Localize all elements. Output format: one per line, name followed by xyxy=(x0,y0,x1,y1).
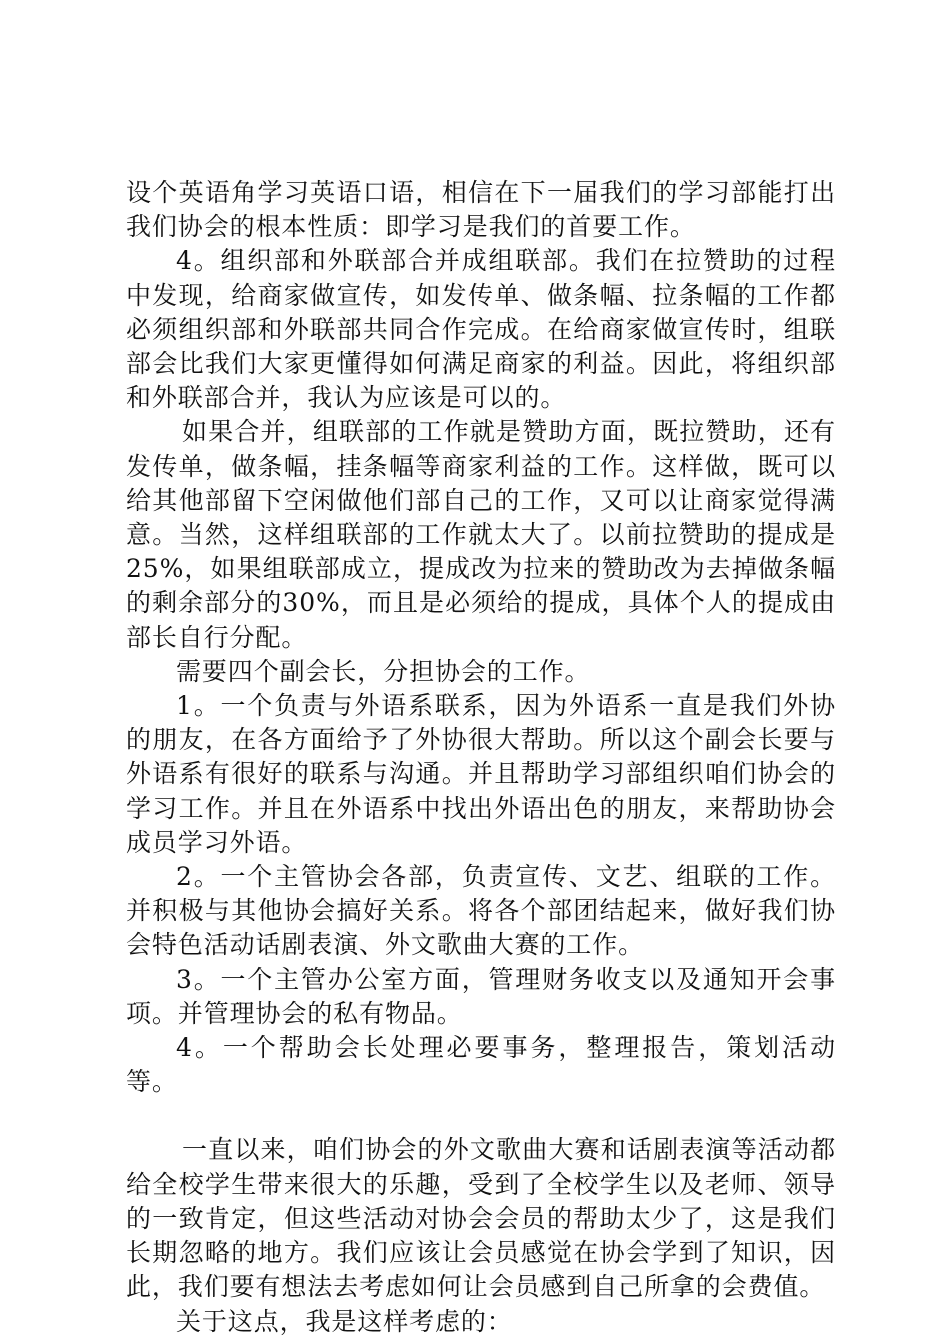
paragraph-merge-departments: 4。组织部和外联部合并成组联部。我们在拉赞助的过程中发现，给商家做宣传，如发传单、做条幅、拉条幅的工作都必须组织部和外联部共同合作完成。在给商家做宣传时，组联部会比我们大家更懂得如何满足商家的利益。因此，将组织部和外联部合并，我认为应该是可以的。 xyxy=(126,246,836,413)
paragraph-vice-president-2: 2。一个主管协会各部，负责宣传、文艺、组联的工作。并积极与其他协会搞好关系。将各个部团结起来，做好我们协会特色活动话剧表演、外文歌曲大赛的工作。 xyxy=(126,862,836,960)
paragraph-vice-presidents: 需要四个副会长，分担协会的工作。 xyxy=(176,656,591,686)
paragraph-merge-details: 如果合并，组联部的工作就是赞助方面，既拉赞助，还有发传单，做条幅，挂条幅等商家利益的工作。这样做，既可以给其他部留下空闲做他们部自己的工作，又可以让商家觉得满意。当然，这样组联部的工作就太大了。以前拉赞助的提成是25%，如果组联部成立，提成改为拉来的赞助改为去掉做条幅的剩余部分的30%，而且是必须给的提成，具体个人的提成由部长自行分配。 xyxy=(126,417,836,652)
paragraph-vice-president-4: 4。一个帮助会长处理必要事务，整理报告，策划活动等。 xyxy=(126,1033,836,1097)
paragraph-considerations: 关于这点，我是这样考虑的： xyxy=(176,1306,513,1336)
paragraph-vice-president-3: 3。一个主管办公室方面，管理财务收支以及通知开会事项。并管理协会的私有物品。 xyxy=(126,964,836,1028)
document-body xyxy=(126,176,836,1339)
paragraph-vice-president-1: 1。一个负责与外语系联系，因为外语系一直是我们外协的朋友，在各方面给予了外协很大帮助。所以这个副会长要与外语系有很好的联系与沟通。并且帮助学习部组织咱们协会的学习工作。并且在外语系中找出外语出色的朋友，来帮助协会成员学习外语。 xyxy=(126,691,836,857)
paragraph-gap xyxy=(126,1099,836,1133)
paragraph-english-corner: 设个英语角学习英语口语，相信在下一届我们的学习部能打出我们协会的根本性质：即学习是我们的首要工作。 xyxy=(126,178,836,242)
paragraph-activities: 一直以来，咱们协会的外文歌曲大赛和话剧表演等活动都给全校学生带来很大的乐趣，受到了全校学生以及老师、领导的一致肯定，但这些活动对协会会员的帮助太少了，这是我们长期忽略的地方。我们应该让会员感觉在协会学到了知识，因此，我们要有想法去考虑如何让会员感到自己所拿的会费值。 xyxy=(126,1135,836,1302)
